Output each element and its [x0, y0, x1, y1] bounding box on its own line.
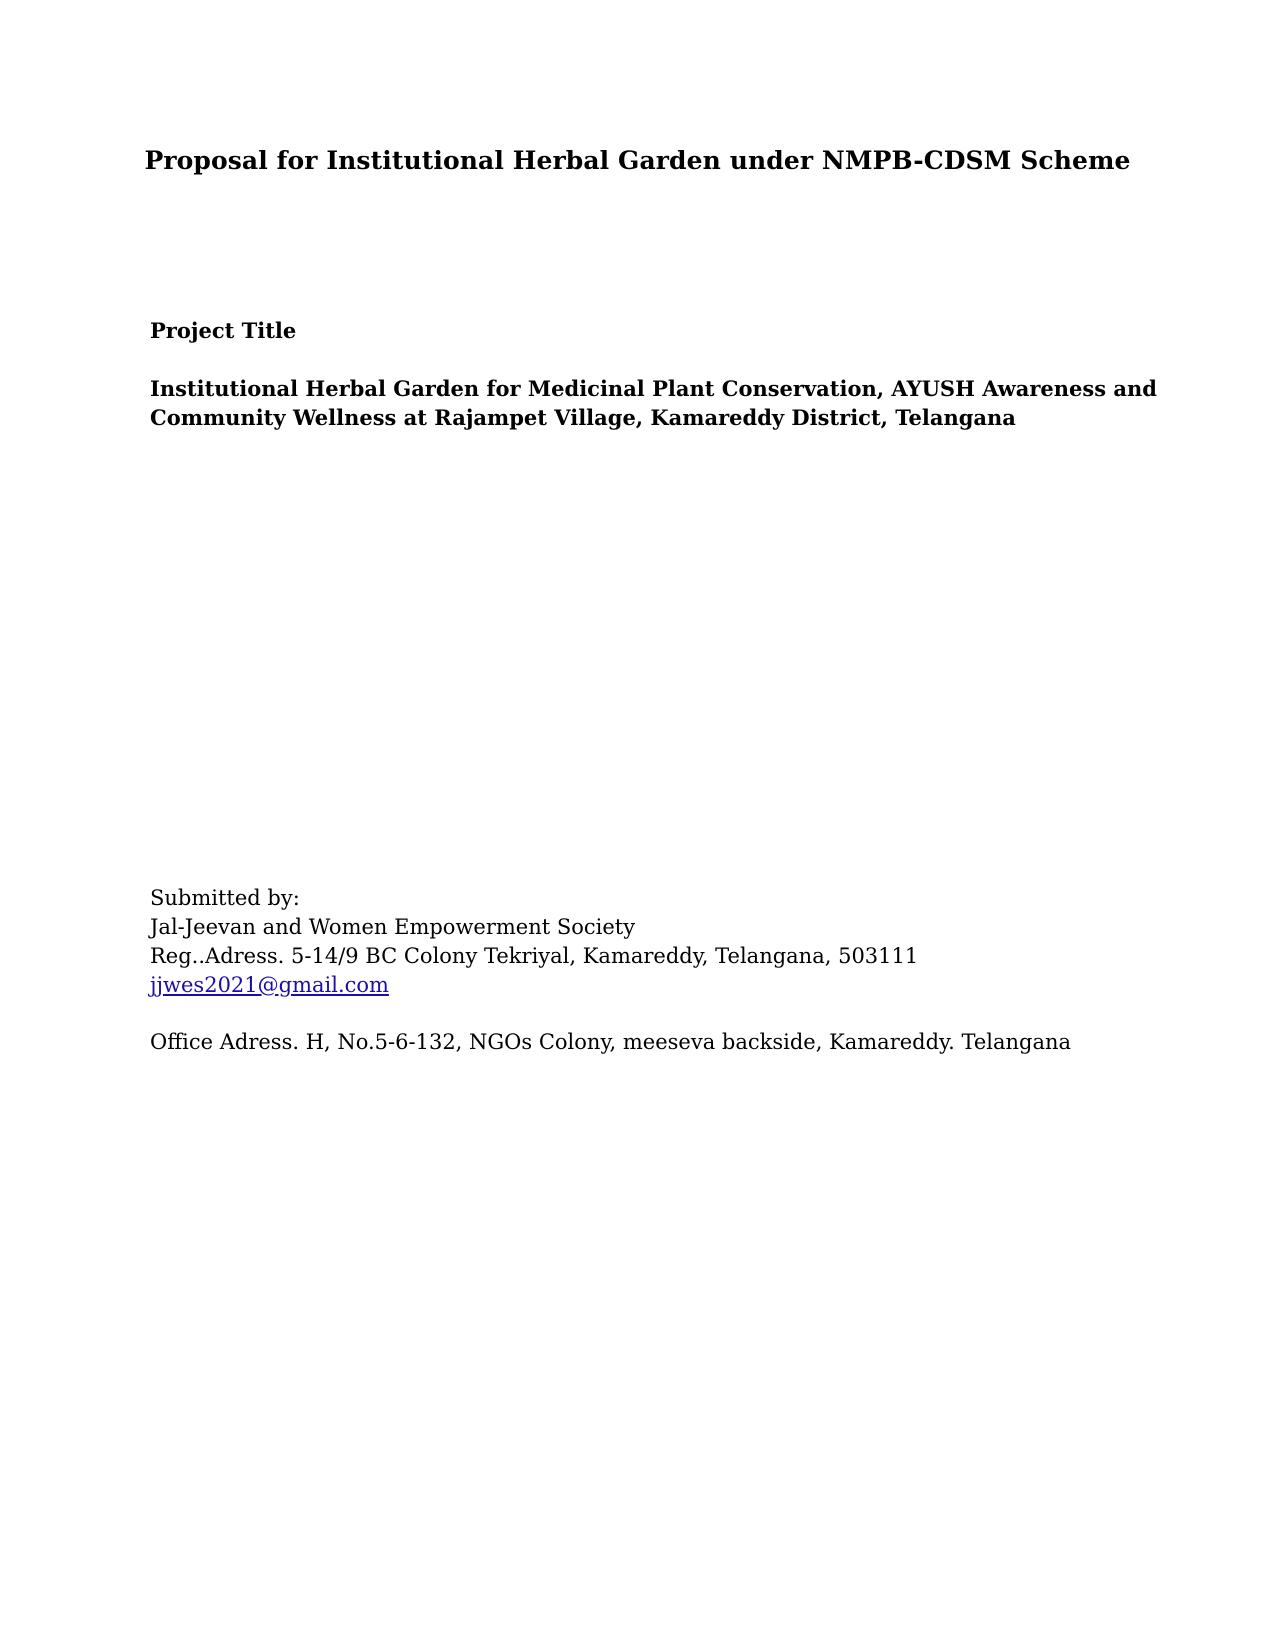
registered-address: Reg..Adress. 5-14/9 BC Colony Tekriyal, Kamareddy, Telangana, 503111: [150, 944, 919, 968]
submitted-by-label: Submitted by:: [150, 886, 300, 910]
submission-block: [150, 884, 1150, 1000]
project-title-text: [150, 374, 1157, 432]
project-title-line-1: Institutional Herbal Garden for Medicinal Plant Conservation, AYUSH Awareness and: [150, 376, 1157, 401]
document-title: Proposal for Institutional Herbal Garden under NMPB-CDSM Scheme: [144, 146, 1131, 175]
project-title-heading: Project Title: [150, 318, 297, 343]
organization-name: Jal-Jeevan and Women Empowerment Society: [150, 915, 636, 939]
office-address: Office Adress. H, No.5-6-132, NGOs Colony, meeseva backside, Kamareddy. Telangana: [150, 1030, 1072, 1054]
email-link[interactable]: jjwes2021@gmail.com: [150, 973, 389, 997]
project-title-line-2: Community Wellness at Rajampet Village, Kamareddy District, Telangana: [150, 405, 1016, 430]
